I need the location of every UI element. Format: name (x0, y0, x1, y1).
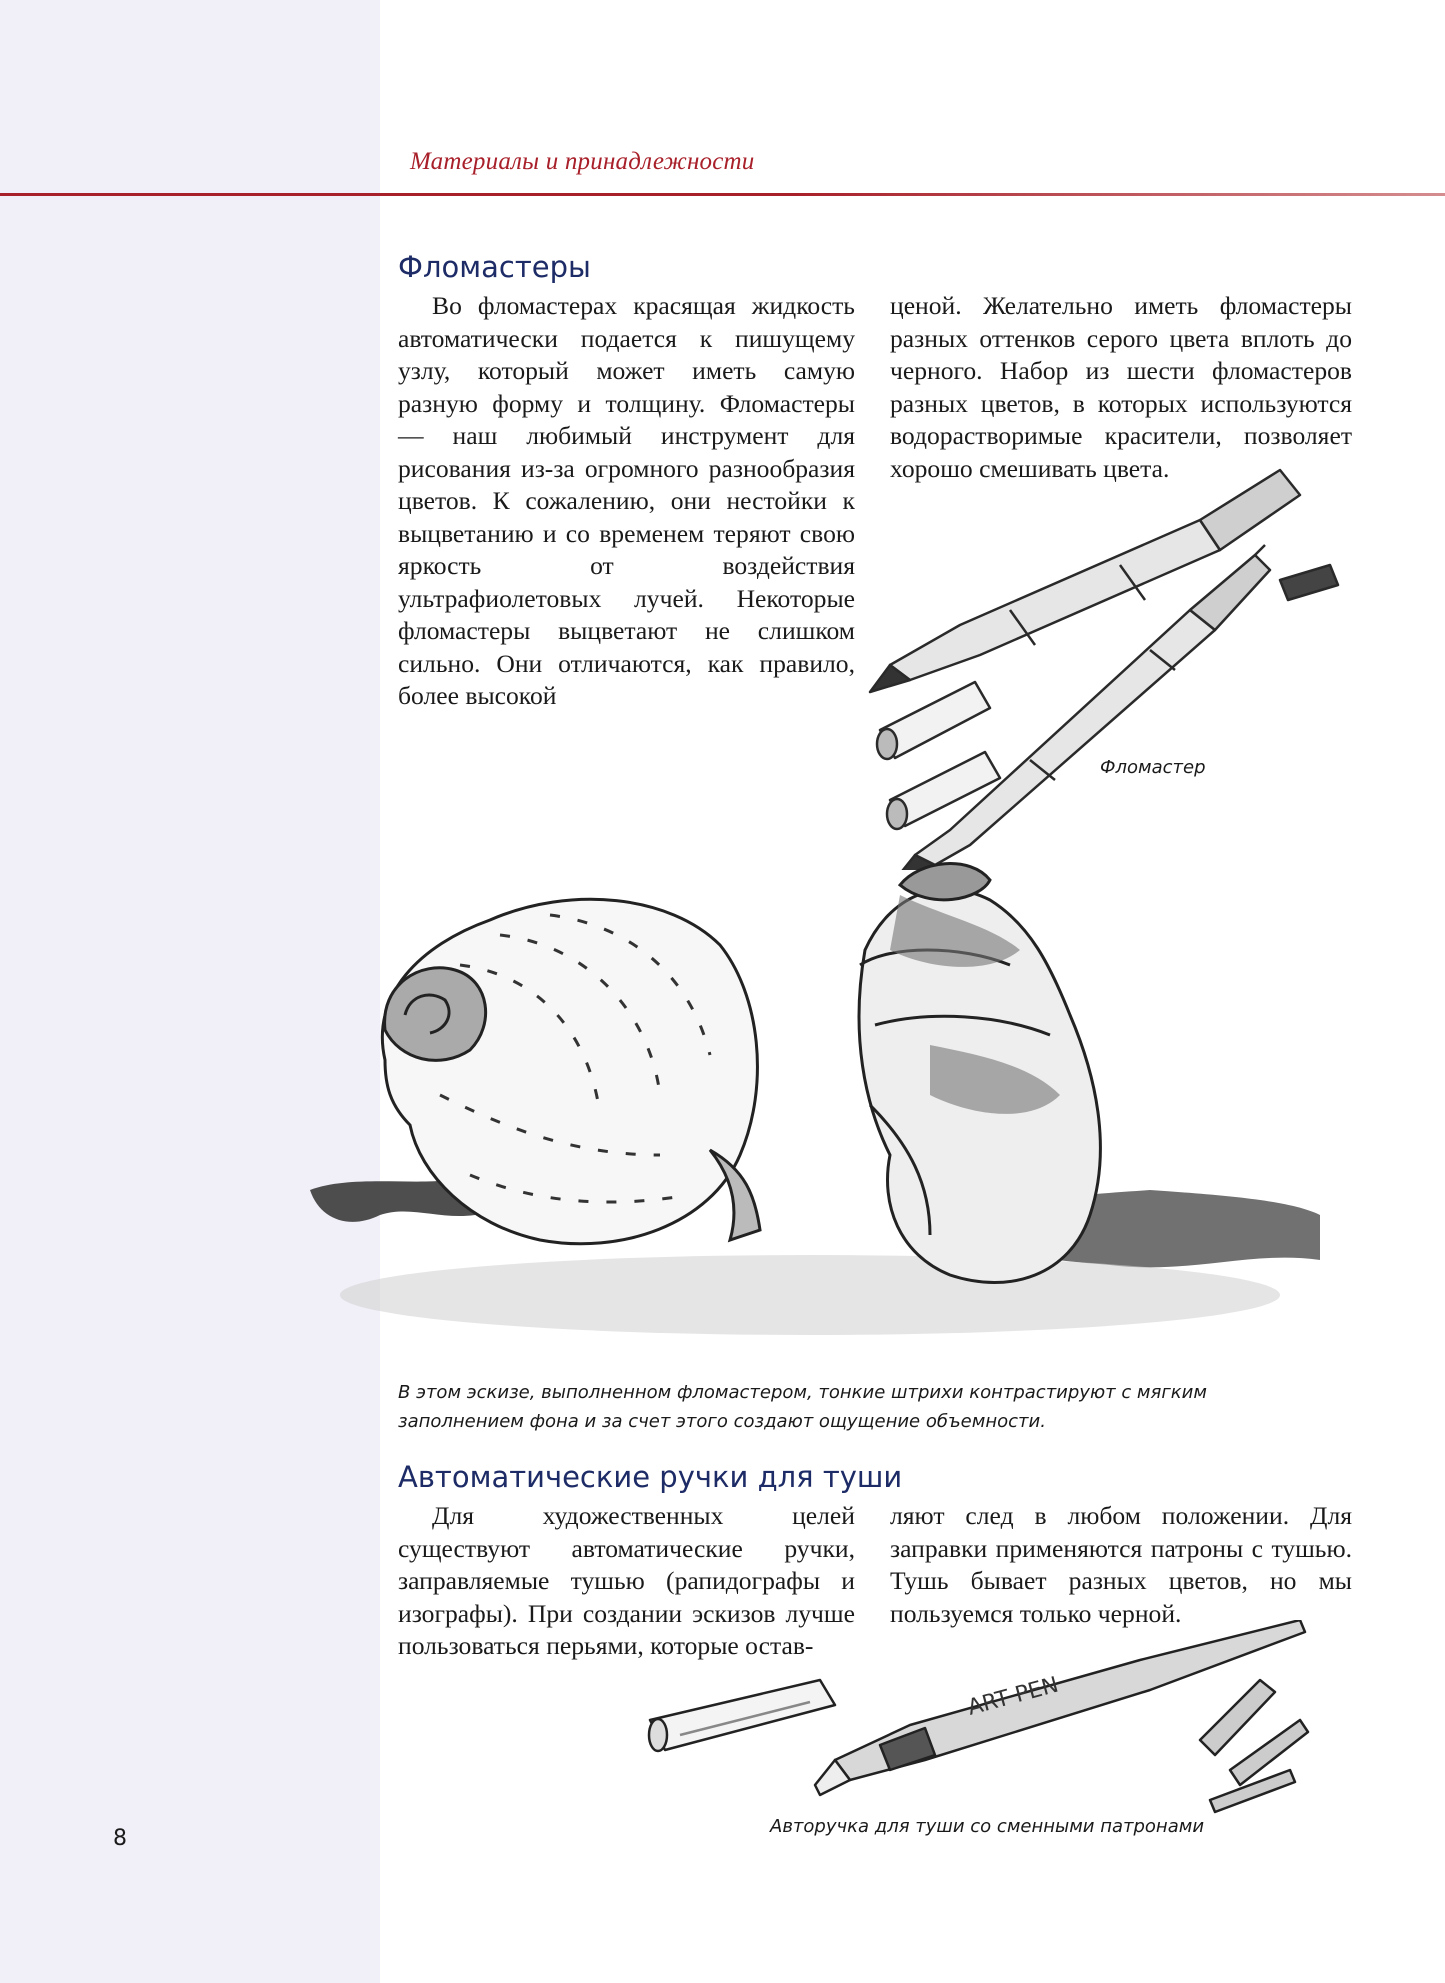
page-number: 8 (113, 1826, 127, 1851)
section-heading-markers: Фломастеры (398, 250, 591, 284)
column-right-pens (890, 1500, 1352, 1630)
marker-pens-illustration (860, 460, 1380, 870)
pen-label: ART PEN (965, 1672, 1062, 1721)
marker-caption: Фломастер (1100, 757, 1206, 778)
paragraph: Во фломастерах красящая жидкость автоматически подается к пишущему узлу, который может иметь самую разную форму и толщину. Фломастеры — наш любимый инструмент для рисования из-за огромного разнообразия цветов. К сожалению, они нестойки к выцветанию и со временем теряют свою яркость от воздействия ультрафиолетовых лучей. Некоторые фломастеры выцветают не слишком сильно. Они отличаются, как правило, более высокой (398, 291, 855, 710)
section-heading-pens: Автоматические ручки для туши (398, 1460, 903, 1494)
header-rule (0, 193, 1445, 196)
column-right-markers (890, 290, 1352, 485)
fountain-pen-illustration (640, 1620, 1360, 1820)
shells-sketch-illustration (290, 855, 1330, 1345)
shells-caption: В этом эскизе, выполненном фломастером, тонкие штрихи контрастируют с мягким заполнением фона и за счет этого создают ощущение объемности. (398, 1382, 1207, 1432)
column-left-markers (398, 290, 855, 713)
pen-caption: Авторучка для туши со сменными патронами (770, 1816, 1205, 1837)
running-header: Материалы и принадлежности (410, 148, 755, 175)
paragraph: ляют след в любом положении. Для заправки применяются патроны с тушью. Тушь бывает разных цветов, но мы пользуемся только черной. (890, 1501, 1352, 1628)
paragraph: ценой. Желательно иметь фломастеры разных оттенков серого цвета вплоть до черного. Набор из шести фломастеров разных цветов, в которых используются водорастворимые красители, позволяет хорошо смешивать цвета. (890, 291, 1352, 483)
paragraph: Для художественных целей существуют автоматические ручки, заправляемые тушью (рапидографы и изографы). При создании эскизов лучше пользоваться перьями, которые остав- (398, 1501, 855, 1660)
